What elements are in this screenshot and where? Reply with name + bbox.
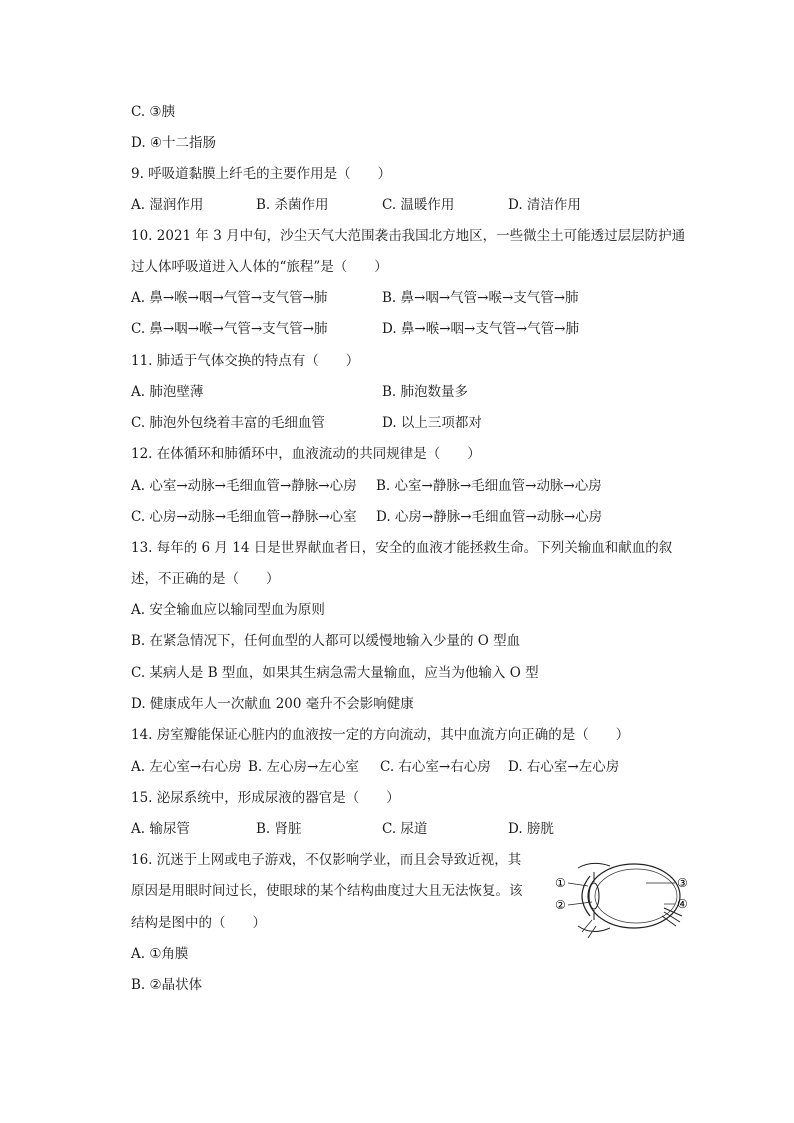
q14-stem: 14. 房室瓣能保证心脏内的血液按一定的方向流动，其中血流方向正确的是（ ） <box>131 727 630 743</box>
q14-option-a: A. 左心室→右心房 <box>131 759 242 775</box>
q14-option-b: B. 左心房→左心室 <box>248 759 359 775</box>
eye-diagram <box>552 856 694 944</box>
q15-option-a: A. 输尿管 <box>131 821 190 837</box>
q16-option-a: A. ①角膜 <box>131 946 189 962</box>
q14-option-d: D. 右心室→左心房 <box>508 759 620 775</box>
retina-layer <box>595 869 677 923</box>
q15-option-b: B. 肾脏 <box>256 821 302 837</box>
q16-stem-line-1: 16. 沉迷于上网或电子游戏，不仅影响学业，而且会导致近视，其 <box>131 852 522 868</box>
q13-option-a: A. 安全输血应以输同型血为原则 <box>131 602 325 618</box>
q15-option-d: D. 膀胱 <box>508 821 554 837</box>
q12-option-a: A. 心室→动脉→毛细血管→静脉→心房 <box>131 478 357 494</box>
q11-option-b: B. 肺泡数量多 <box>382 384 469 400</box>
q9-option-b: B. 杀菌作用 <box>256 197 329 213</box>
q9-option-c: C. 温暖作用 <box>382 197 455 213</box>
q15-stem: 15. 泌尿系统中，形成尿液的器官是（ ） <box>131 790 400 806</box>
diagram-label-3: ③ <box>677 876 688 890</box>
q13-option-b: B. 在紧急情况下，任何血型的人都可以缓慢地输入少量的 O 型血 <box>131 633 521 649</box>
q13-option-c: C. 某病人是 B 型血，如果其生病急需大量输血，应当为他输入 O 型 <box>131 665 539 681</box>
q12-option-b: B. 心室→静脉→毛细血管→动脉→心房 <box>376 478 602 494</box>
q10-stem-line-1: 10. 2021 年 3 月中旬，沙尘天气大范围袭击我国北方地区，一些微尘土可能透过层层防护通 <box>131 228 686 244</box>
upper-eyelid <box>578 863 610 868</box>
q10-option-d: D. 鼻→喉→咽→支气管→气管→肺 <box>382 321 579 337</box>
q11-option-c: C. 肺泡外包绕着丰富的毛细血管 <box>131 415 325 431</box>
q15-option-c: C. 尿道 <box>382 821 428 837</box>
q10-option-a: A. 鼻→喉→咽→气管→支气管→肺 <box>131 290 328 306</box>
q11-option-a: A. 肺泡壁薄 <box>131 384 204 400</box>
q10-option-c: C. 鼻→咽→喉→气管→支气管→肺 <box>131 321 328 337</box>
q13-option-d: D. 健康成年人一次献血 200 毫升不会影响健康 <box>131 696 414 712</box>
q16-option-b: B. ②晶状体 <box>131 977 203 993</box>
q12-option-d: D. 心房→静脉→毛细血管→动脉→心房 <box>376 509 603 525</box>
q9-option-a: A. 湿润作用 <box>131 197 204 213</box>
q9-option-d: D. 清洁作用 <box>508 197 581 213</box>
light-arrows <box>582 920 596 938</box>
q13-stem-line-1: 13. 每年的 6 月 14 日是世界献血者日，安全的血液才能拯救生命。下列关输血和献血的叙 <box>131 540 673 556</box>
q8-option-c: C. ③胰 <box>131 104 176 120</box>
q14-option-c: C. 右心室→右心房 <box>380 759 491 775</box>
q13-stem-line-2: 述，不正确的是（ ） <box>131 571 280 587</box>
q12-option-c: C. 心房→动脉→毛细血管→静脉→心室 <box>131 509 357 525</box>
diagram-label-1: ① <box>555 876 566 890</box>
lens <box>589 883 599 909</box>
q11-stem: 11. 肺适于气体交换的特点有（ ） <box>131 353 360 369</box>
q16-stem-line-3: 结构是图中的（ ） <box>131 915 266 931</box>
q8-option-d: D. ④十二指肠 <box>131 135 217 151</box>
label-line-2 <box>568 902 592 905</box>
diagram-label-2: ② <box>555 898 566 912</box>
q16-stem-line-2: 原因是用眼时间过长，使眼球的某个结构曲度过大且无法恢复。该 <box>131 883 523 899</box>
diagram-label-4: ④ <box>677 897 688 911</box>
q9-stem: 9. 呼吸道黏膜上纤毛的主要作用是（ ） <box>131 166 392 182</box>
q10-stem-line-2: 过人体呼吸道进入人体的“旅程”是（ ） <box>131 259 388 275</box>
q12-stem: 12. 在体循环和肺循环中，血液流动的共同规律是（ ） <box>131 446 481 462</box>
q11-option-d: D. 以上三项都对 <box>382 415 482 431</box>
q10-option-b: B. 鼻→咽→气管→喉→支气管→肺 <box>382 290 579 306</box>
